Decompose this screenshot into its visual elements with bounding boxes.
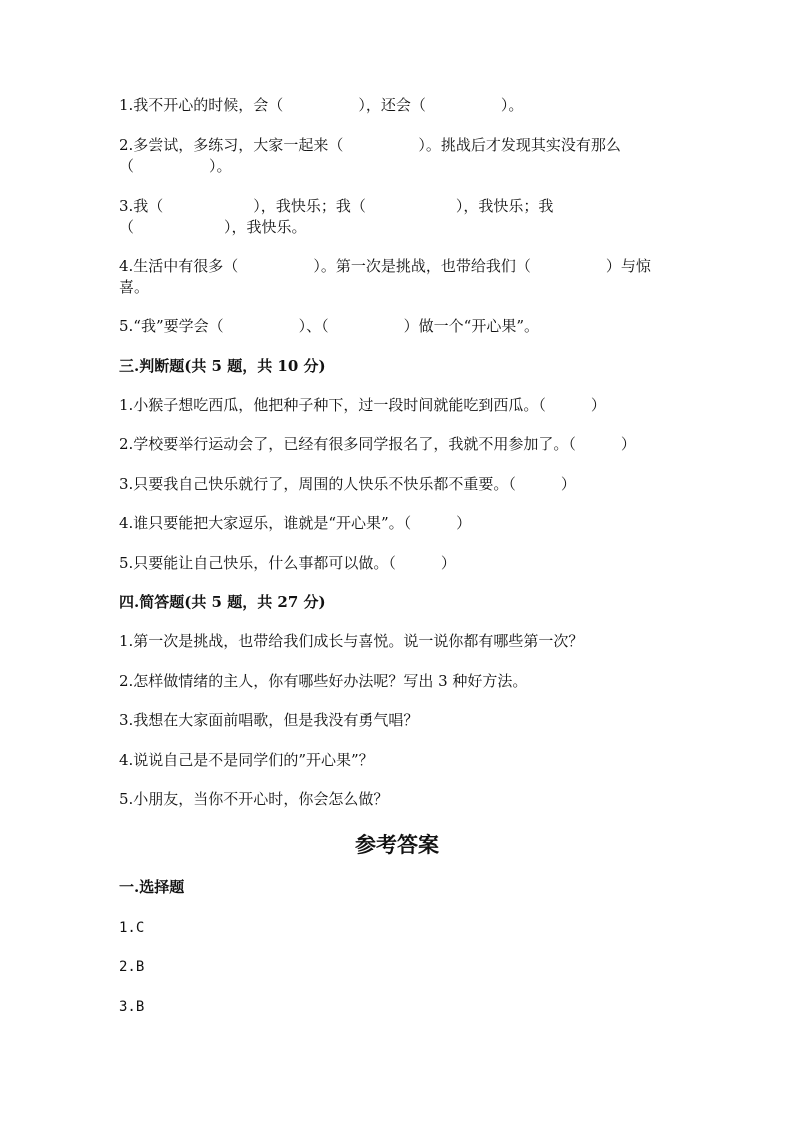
- short-answer-section-heading: 四.简答题(共 5 题，共 27 分): [119, 593, 326, 611]
- short-answer-question-1: 1.第一次是挑战，也带给我们成长与喜悦。说一说你都有哪些第一次？: [119, 632, 584, 650]
- answer-item-1: 1.C: [119, 920, 145, 936]
- short-answer-question-5: 5.小朋友，当你不开心时，你会怎么做？: [119, 790, 389, 808]
- judge-section-heading: 三.判断题(共 5 题，共 10 分): [119, 357, 326, 375]
- answer-key-title: 参考答案: [355, 832, 439, 857]
- judge-question-3: 3.只要我自己快乐就行了，周围的人快乐不快乐都不重要。（ ）: [119, 475, 576, 493]
- answer-item-2: 2.B: [119, 959, 145, 975]
- short-answer-question-3: 3.我想在大家面前唱歌，但是我没有勇气唱？: [119, 711, 419, 729]
- fill-question-1: 1.我不开心的时候，会（ ），还会（ ）。: [119, 96, 524, 114]
- judge-question-4: 4.谁只要能把大家逗乐，谁就是“开心果”。（ ）: [119, 514, 472, 532]
- judge-question-5: 5.只要能让自己快乐，什么事都可以做。（ ）: [119, 554, 456, 572]
- answer-item-3: 3.B: [119, 999, 145, 1015]
- short-answer-question-4: 4.说说自己是不是同学们的”开心果”？: [119, 751, 374, 769]
- judge-question-1: 1.小猴子想吃西瓜，他把种子种下，过一段时间就能吃到西瓜。（ ）: [119, 396, 606, 414]
- fill-question-2: 2.多尝试，多练习，大家一起来（ ）。挑战后才发现其实没有那么（ ）。: [119, 136, 621, 175]
- short-answer-question-2: 2.怎样做情绪的主人，你有哪些好办法呢？写出 3 种好方法。: [119, 672, 528, 690]
- fill-question-3: 3.我（ ），我快乐；我（ ），我快乐；我（ ），我快乐。: [119, 197, 554, 236]
- fill-question-5: 5.“我”要学会（ ）、（ ）做一个“开心果”。: [119, 317, 539, 335]
- judge-question-2: 2.学校要举行运动会了，已经有很多同学报名了，我就不用参加了。（ ）: [119, 435, 636, 453]
- fill-question-4: 4.生活中有很多（ ）。第一次是挑战，也带给我们（ ）与惊喜。: [119, 257, 651, 296]
- answer-section-heading: 一.选择题: [119, 878, 185, 896]
